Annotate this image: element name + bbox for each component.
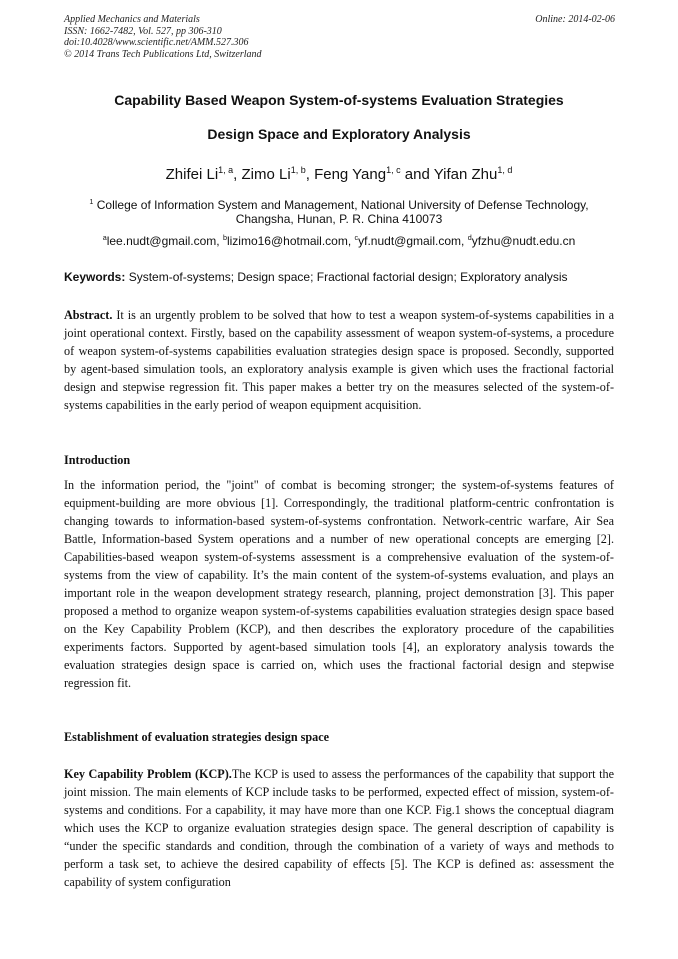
abstract-label: Abstract. (64, 308, 113, 322)
author: Zimo Li$^{1, b}$, (241, 165, 315, 183)
author: Feng Yang$^{1, c}$ and (314, 165, 434, 183)
kcp-text: The KCP is used to assess the performances of the capability that support the joint mission. The main elements of KCP include tasks to be performed, expected effect of mission, system-of-systems and conditions. For a capability, it may have more than one KCP. Fig.1 shows the conceptual diagram which uses the KCP to organize evaluation strategies design space. The general description of capability is “under the specific standards and condition, through the combination of a variety of ways and methods to perform a task set, to achieve the desired capability of effects [5]. The KCP is defined as: assessment the capability of system configuration (64, 767, 614, 889)
keywords-text: System-of-systems; Design space; Fractional factorial design; Exploratory analysis (125, 270, 568, 284)
email[interactable]: $^c$yf.nudt@gmail.com, (354, 233, 468, 248)
section-heading-design-space: Establishment of evaluation strategies design space (64, 730, 330, 744)
email[interactable]: $^a$lee.nudt@gmail.com, (102, 233, 223, 248)
paper-title-line-2: Design Space and Exploratory Analysis (207, 126, 471, 142)
paper-title-line-1: Capability Based Weapon System-of-systems Evaluation Strategies (114, 92, 564, 108)
kcp-label: Key Capability Problem (KCP). (64, 767, 232, 781)
author: Yifan Zhu$^{1, d}$ (433, 165, 513, 183)
kcp-paragraph (64, 765, 614, 891)
keywords-label: Keywords: (64, 270, 126, 284)
author: Zhifei Li$^{1, a}$, (165, 165, 242, 183)
introduction-text: In the information period, the "joint" of combat is becoming stronger; the system-of-systems features of equipment-building are more obvious [1]. Correspondingly, the traditional platform-centric confrontation is changing towards to information-based system-of-systems confrontation. Network-centric warfare, Air Sea Battle, Information-based System operations and a number of new operational concepts are emerging [2]. Capabilities-based weapon system-of-systems assessment is a comprehensive evaluation of the system-of-systems from the view of capability. It’s the main content of the system-of-systems evaluation, and plays an important role in the weapon development strategy research, planning, project demonstration [3]. This paper proposed a method to organize weapon system-of-systems capabilities evaluation strategies design space based on the Key Capability Problem (KCP), and then describes the exploratory procedure of the capabilities experiments factors. Supported by agent-based simulation tools [4], an exploratory analysis towards the evaluation strategies design space is carried on, which uses the fractional factorial design and stepwise regression fit. (64, 478, 614, 690)
email[interactable]: $^d$yfzhu@nudt.edu.cn (467, 233, 576, 248)
email-list (40, 229, 638, 250)
keywords (64, 270, 616, 284)
email[interactable]: $^b$lizimo16@hotmail.com, (222, 233, 355, 248)
section-heading-introduction: Introduction (64, 453, 131, 467)
journal-name: Applied Mechanics and Materials (64, 14, 200, 25)
online-date: Online: 2014-02-06 (535, 14, 615, 25)
doi-line: doi:10.4028/www.scientific.net/AMM.527.306 (64, 37, 249, 48)
abstract (64, 306, 614, 414)
affiliation-line-2: Changsha, Hunan, P. R. China 410073 (235, 212, 443, 226)
author-list (40, 165, 638, 183)
issn-line: ISSN: 1662-7482, Vol. 527, pp 306-310 (64, 25, 222, 37)
copyright-line: © 2014 Trans Tech Publications Ltd, Switzerland (64, 48, 262, 60)
affiliation-line-1: $^1$ College of Information System and Management, National University of Defense Technology, (89, 197, 589, 212)
journal-header (64, 14, 262, 60)
abstract-text: It is an urgently problem to be solved that how to test a weapon system-of-systems capabilities in a joint operational context. Firstly, based on the capability assessment of weapon system-of-systems, a procedure of weapon system-of-systems capabilities evaluation strategies design space is proposed. Secondly, supported by agent-based simulation tools, an exploratory analysis example is given which uses the fractional factorial design and stepwise regression fit. This paper makes a better try on the measures selected of the system-of-systems capabilities in the early period of weapon equipment acquisition. (64, 308, 614, 412)
